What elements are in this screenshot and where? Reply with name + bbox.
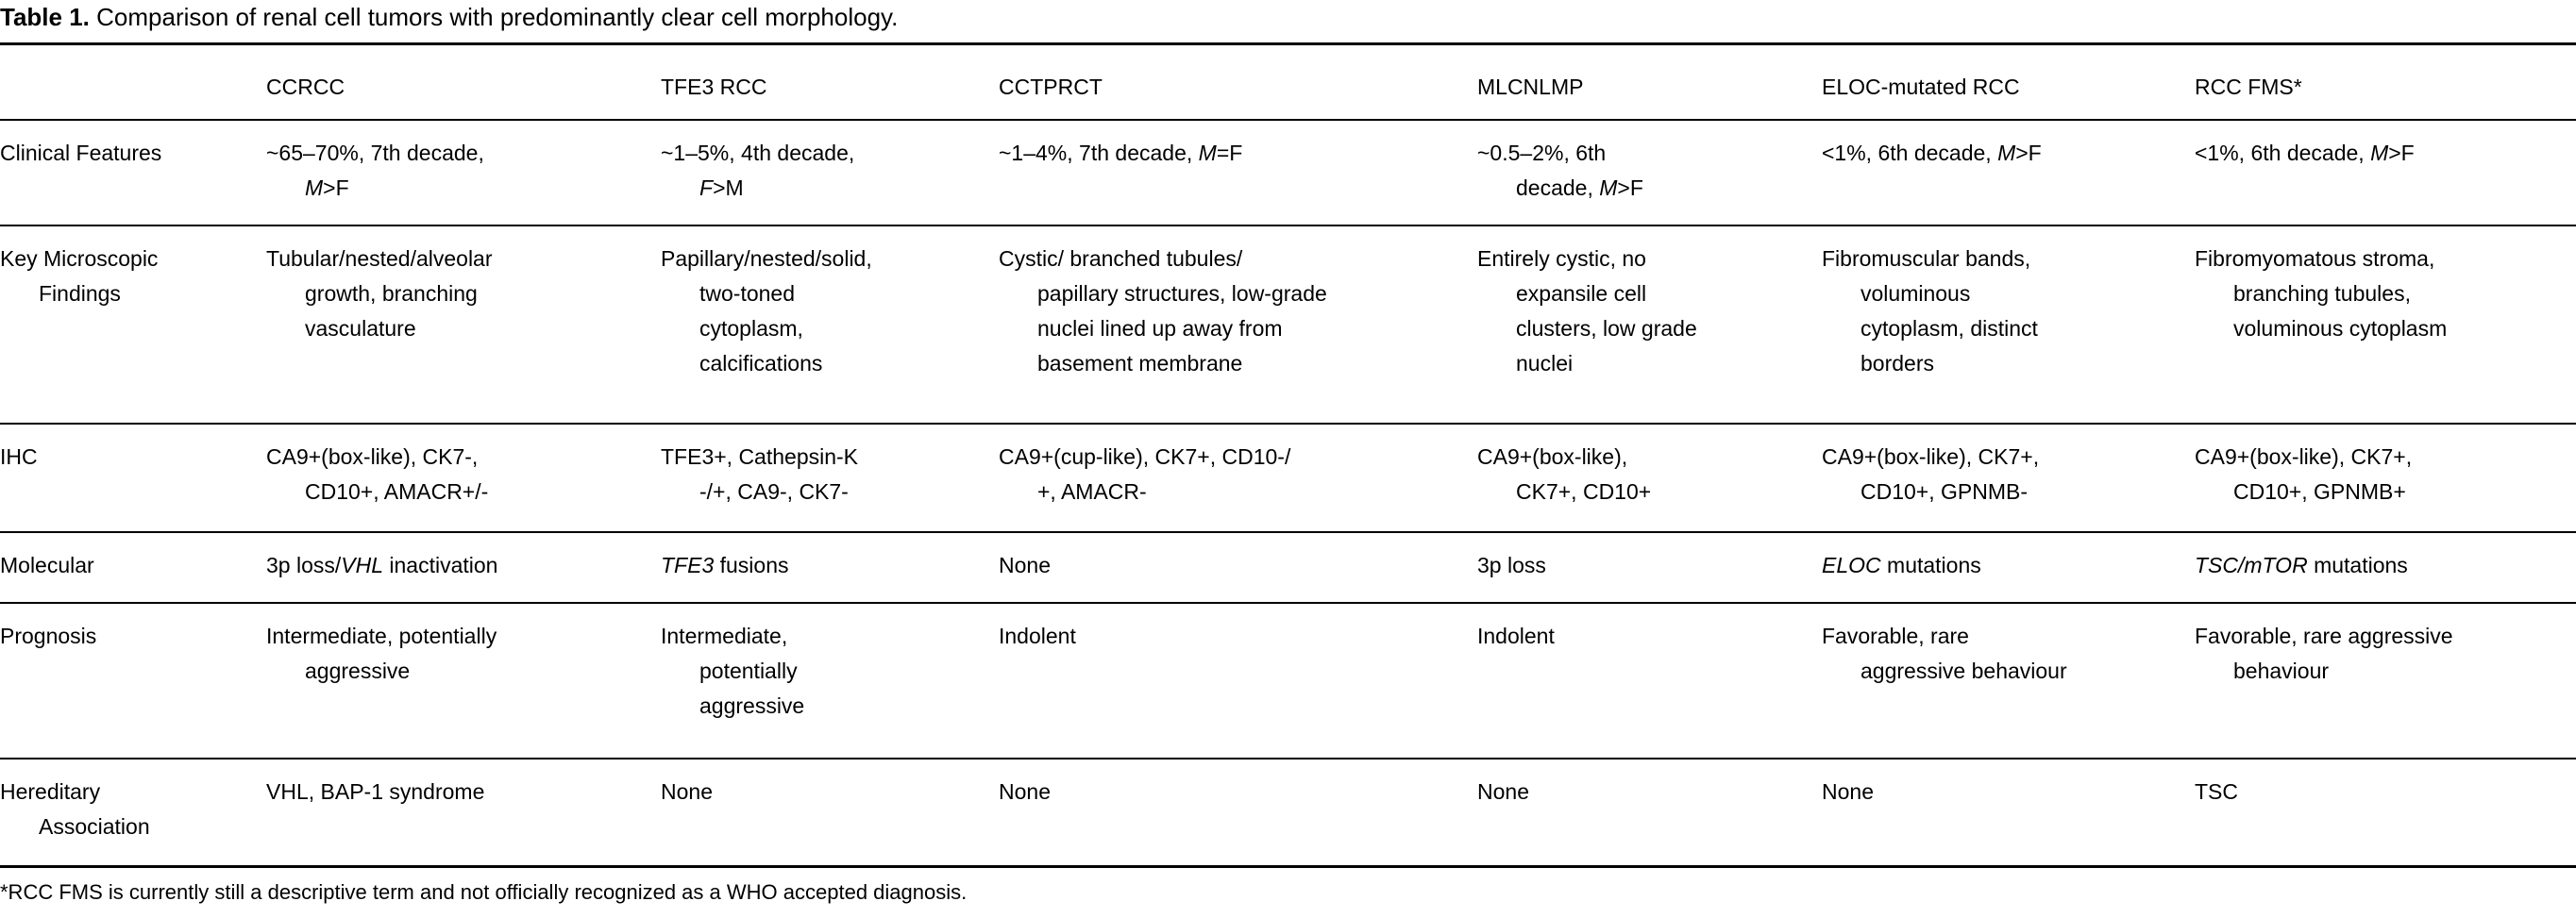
table-cell: 3p loss/VHL inactivation — [266, 552, 498, 577]
table-cell: None — [999, 778, 1051, 804]
table-cell: Cystic/ branched tubules/ papillary structures, low-grade nuclei lined up away from basement membrane — [999, 245, 1327, 376]
table-cell: VHL, BAP-1 syndrome — [266, 778, 485, 804]
row-label: Molecular — [0, 552, 94, 577]
table-cell: CA9+(cup-like), CK7+, CD10-/ +, AMACR- — [999, 443, 1291, 504]
table-row-key-microscopic-findings — [0, 225, 2576, 424]
column-header-cctprct: CCTPRCT — [999, 75, 1103, 99]
row-label: Hereditary Association — [0, 778, 150, 839]
comparison-table — [0, 42, 2576, 868]
row-label: Clinical Features — [0, 140, 162, 165]
table-row-clinical-features — [0, 120, 2576, 225]
table-number: Table 1. — [0, 3, 90, 31]
table-cell: Intermediate, potentially aggressive — [661, 623, 805, 718]
table-cell: None — [1822, 778, 1874, 804]
table-cell: Papillary/nested/solid, two-toned cytoplasm, calcifications — [661, 245, 872, 376]
table-cell: Entirely cystic, no expansile cell clusters, low grade nuclei — [1477, 245, 1697, 376]
column-header-tfe3-rcc: TFE3 RCC — [661, 75, 767, 99]
table-footnote: *RCC FMS is currently still a descriptive term and not officially recognized as a WHO accepted diagnosis. — [0, 880, 968, 904]
row-label: IHC — [0, 443, 38, 469]
table-cell: TFE3+, Cathepsin-K -/+, CA9-, CK7- — [661, 443, 859, 504]
table-cell: CA9+(box-like), CK7+, CD10+, GPNMB+ — [2195, 443, 2413, 504]
table-cell: CA9+(box-like), CK7-, CD10+, AMACR+/- — [266, 443, 489, 504]
table-cell: Favorable, rare aggressive behaviour — [2195, 623, 2453, 683]
table-cell: ~1–5%, 4th decade, F>M — [661, 140, 855, 200]
table-cell: Intermediate, potentially aggressive — [266, 623, 497, 683]
column-header-mlcnlmp: MLCNLMP — [1477, 75, 1584, 99]
table-cell: Tubular/nested/alveolar growth, branching vasculature — [266, 245, 493, 341]
table-cell: Fibromyomatous stroma, branching tubules, voluminous cytoplasm — [2195, 245, 2448, 341]
table-cell: TSC/mTOR mutations — [2195, 552, 2408, 577]
row-label: Prognosis — [0, 623, 97, 648]
table-cell: None — [1477, 778, 1529, 804]
table-cell: CA9+(box-like), CK7+, CD10+ — [1477, 443, 1652, 504]
table-cell: Fibromuscular bands, voluminous cytoplasm, distinct borders — [1822, 245, 2038, 376]
column-header-blank — [0, 44, 266, 120]
table-cell: <1%, 6th decade, M>F — [2195, 140, 2415, 165]
table-cell: ELOC mutations — [1822, 552, 1981, 577]
column-header-ccrcc: CCRCC — [266, 75, 345, 99]
table-row-ihc — [0, 424, 2576, 532]
table-caption: Comparison of renal cell tumors with predominantly clear cell morphology. — [96, 3, 899, 31]
table-cell: CA9+(box-like), CK7+, CD10+, GPNMB- — [1822, 443, 2040, 504]
table-cell: None — [999, 552, 1051, 577]
table-cell: Indolent — [1477, 623, 1555, 648]
table-cell: Indolent — [999, 623, 1076, 648]
table-cell: Favorable, rare aggressive behaviour — [1822, 623, 2067, 683]
table-row-molecular — [0, 532, 2576, 603]
table-row-prognosis — [0, 603, 2576, 759]
table-title — [0, 0, 2576, 42]
table-row-hereditary-association — [0, 759, 2576, 867]
table-cell: TFE3 fusions — [661, 552, 789, 577]
column-header-eloc-mutated-rcc: ELOC-mutated RCC — [1822, 75, 2020, 99]
table-cell: TSC — [2195, 778, 2238, 804]
table-cell: ~65–70%, 7th decade, M>F — [266, 140, 484, 200]
header-row — [0, 44, 2576, 120]
table-cell: 3p loss — [1477, 552, 1546, 577]
table-cell: ~0.5–2%, 6th decade, M>F — [1477, 140, 1643, 200]
row-label: Key Microscopic Findings — [0, 245, 159, 306]
table-cell: ~1–4%, 7th decade, M=F — [999, 140, 1243, 165]
table-cell: None — [661, 778, 713, 804]
table-cell: <1%, 6th decade, M>F — [1822, 140, 2042, 165]
column-header-rcc-fms: RCC FMS* — [2195, 75, 2302, 99]
